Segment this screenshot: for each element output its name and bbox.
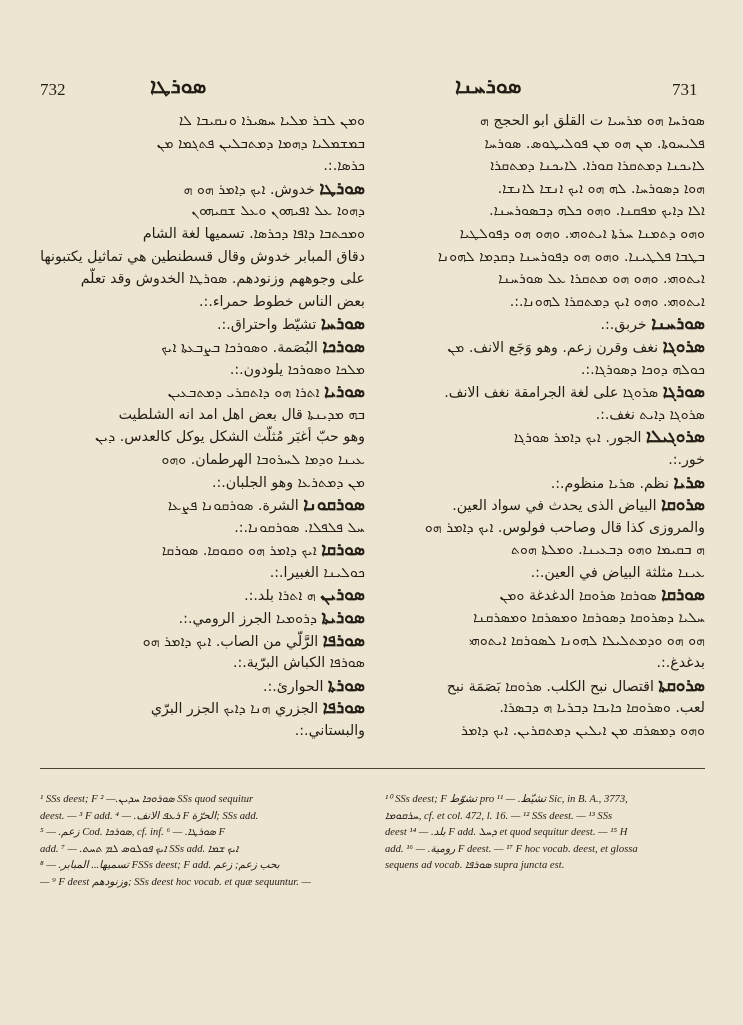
headword: ܣܘܪܛܐ (319, 178, 365, 199)
text-line (40, 652, 365, 675)
entry-line (40, 630, 365, 653)
text-line (40, 562, 365, 585)
headword: ܣܪܝܐ (673, 472, 705, 493)
footnote-line: deest. — ³ F add. ܪܥܦ الانف. — ⁴ F الحرّة; SSs add. (40, 810, 259, 822)
line-text: ܘܡܟܬܒܐ ܕܐܦܐ ܕܟܪܣܐ. تسميها لغة الشام (142, 225, 365, 242)
line-text: ܒܡܫܡܠܝܐ ܕܗܡܐ ܕܡܬܒܠܝܢ ܦܬܓܡܐ ܡܢ (156, 135, 365, 152)
text-line (40, 200, 365, 223)
headword: ܣܪܘܩܬܐ (658, 675, 705, 696)
line-text: بدغدغ.:. (656, 655, 705, 672)
entry-line (380, 494, 705, 517)
footnote-line: زعم. — ⁵ Cod. ܣܘܪܟܐ, cf. inf. ܣܘܪܛܐ. — ⁶ F (40, 827, 226, 839)
headword: ܣܘܪܝܐ (324, 382, 365, 403)
text-line (40, 246, 365, 269)
line-text: ܒܛܒܐ ܦܠܛܝܢܐ. ܘܗܘ ܗܘ ܕܦܘܪܚܢܐ ܕܩܕܡܐ ܠܗܘܢܐ (437, 248, 705, 265)
headword: ܣܘܪܩܐ (321, 540, 365, 561)
footnote-line: add. رومية. — ¹⁶ F deest. — ¹⁷ F hoc vocab. deest, et glossa (385, 843, 638, 855)
line-text: الجزري ܗܢܐ ܕܐܝܟ الجزر البرّي (150, 701, 319, 718)
text-line (380, 268, 705, 291)
line-text: ܗܘܐ ܕܣܘܪܚܐ. ܠܗ ܗܘ ܐܝܟ ܐܢܫܐ ܠܐܢܫܐ. (497, 180, 705, 197)
footnote-line: تسميها... المبابر. — ⁸ FSSs deest; F add. بحب زعم; زعم (40, 860, 280, 872)
entry-line (380, 381, 705, 404)
entry-line (40, 697, 365, 720)
footnote-line: deest بلد. — ¹⁴ F add. ܕܚܠ et quod sequitur deest. — ¹⁵ H (385, 827, 628, 839)
line-text: ܘܗܘ ܕܬܡܢܐ ܚܪܬܐ ܐܝܬܘܗܝ. ܘܗܘ ܗܘ ܕܦܘܠܛܝܐ (459, 225, 705, 242)
headword: ܣܘܪܟܐ (322, 336, 365, 357)
line-text: ܟܘܠܝܢܐ الغبيرا.:. (269, 564, 365, 581)
headword: ܣܘܪܚܐ (320, 314, 365, 335)
entry-line (40, 336, 365, 359)
line-text: ܡܢ ܕܡܬܪܥܐ وهو الجلبان.:. (211, 474, 365, 491)
line-text: ܘܡܢ ܠܒܪ ܡܠܝܐ ܚܣܝܪܐ ܘܢܩܝܒܐ ܠܐ (178, 113, 365, 129)
headword: ܣܪܘܓܝܠܐ (646, 427, 705, 448)
headword: ܣܘܪܦܐ (322, 630, 365, 651)
entry-line (380, 584, 705, 607)
text-line (380, 291, 705, 314)
text-line (380, 178, 705, 201)
line-text: خدوش. ܐܝܟ ܕܐܡܪ ܗܘ ܗ (183, 181, 315, 198)
text-line (40, 268, 365, 291)
line-text: ܗܘ ܗܘ ܘܕܡܬܠܝܠܐ ܠܗܘܢܐ ܠܣܘܪܩܐ ܐܝܬܘܗܝ (468, 632, 705, 649)
line-text: ܣܘܪܩܐ ܣܪܘܩܐ الدغدغة ܘܡܢ (499, 588, 657, 605)
headword: ܣܘܪܬܐ (327, 675, 365, 696)
footnote-line: — ⁹ F deest وزنودهم; SSs deest hoc vocab. et quæ sequuntur. — (40, 876, 311, 888)
footnote-line: ¹⁰ SSs deest; F تشوّط pro تشيّط. — ¹¹ Sic, in B. A., 3773, (385, 794, 628, 805)
text-line (380, 246, 705, 269)
footnote-line: ¹ SSs deest; F ܣܘܪܘܟܐ ܚܕܝܢ.— ² SSs quod sequitur (40, 794, 254, 805)
text-line (40, 110, 365, 133)
line-text: ܦܠܝܚܘܬܐ. ܡܢ ܗܘ ܡܢ ܦܘܠܝܛܘܣ. ܣܘܪܚܐ (484, 135, 705, 152)
line-text: الحوارئ.:. (262, 678, 324, 695)
text-line (380, 517, 705, 540)
text-line (40, 359, 365, 382)
entry-line (380, 675, 705, 698)
right-column-text (380, 110, 705, 750)
line-text: ܚܠ ܦܠܦܠܐ. ܣܘܪܩܘܢܐ.:. (234, 519, 365, 536)
text-line (380, 404, 705, 427)
text-line (40, 426, 365, 449)
left-running-head: ܣܘܪܛܐ (150, 74, 207, 98)
text-line (380, 539, 705, 562)
text-line (380, 155, 705, 178)
headword: ܣܘܪܩܐ (661, 585, 705, 606)
left-column-text (40, 110, 365, 750)
entry-line (40, 675, 365, 698)
text-line (380, 133, 705, 156)
line-text: لعب. ܘܣܪܘܩܐ ܟܐܝܒܐ ܕܒܪܝܐ ܗ ܕܒܣܪܐ. (499, 700, 705, 717)
line-text: ܥܝܢܐ مثلثة البياض في العين.:. (530, 564, 705, 581)
text-line (380, 652, 705, 675)
text-line (380, 223, 705, 246)
line-text: الرَّلّي من الصاب. ܐܝܟ ܕܐܡܪ ܗܘ (142, 633, 319, 650)
text-line (380, 630, 705, 653)
line-text: ܚܠܝܐ ܕܣܪܘܩܐ ܕܣܘܪܩܐ ܘܡܣܪܩܐ ܘܡܣܪܩܢܐ (473, 610, 705, 627)
right-page-number: 731 (672, 80, 698, 99)
entry-line (40, 539, 365, 562)
left-footnotes (40, 792, 360, 892)
footnote-line: sequens ad vocab. ܣܘܪܦܐ supra juncta est. (385, 860, 565, 872)
entry-line (380, 472, 705, 495)
line-text: ܗ ܐܬܪܐ بلد.:. (244, 588, 316, 605)
line-text: ܟܘܠܗ ܕܘܟܐ ܕܣܘܪܓܐ.:. (580, 361, 705, 378)
line-text: ܠܐܝܟܢܐ ܕܡܬܩܪܐ ܩܘܪܐ. ܠܐܝܟܢܐ ܕܡܬܩܪܐ (490, 158, 705, 175)
text-line (380, 607, 705, 630)
line-text: دقاق المبابر خدوش وقال قسطنطين هي تماثيل يكتبونها (40, 248, 365, 265)
line-text: ܣܪܘܓܐ على لغة الجرامقة نغف الانف. (444, 385, 659, 402)
footnote-line: add. ܐܝܟ ܦܘܠܘܣ ܠܡ ܬܚܬ. — ⁷ SSs add. ܐܝܟ ܫܡܐ (40, 843, 239, 855)
line-text: ܕܗܘܐ ܥܠ ܐܦܝܗܘܢ ܘܥܠ ܫܩܝܗܘܢ (191, 203, 365, 220)
line-text: على وجوههم وزنودهم. ܣܘܪܛܐ الخدوش وقد تعلّم (80, 271, 365, 288)
line-text: البُصَمة. ܘܣܘܪܟܐ ܒܨܒܥܬܐ ܐܝܟ (161, 339, 318, 356)
line-text: خربق.:. (600, 317, 647, 334)
headword: ܣܪܘܩܐ (661, 495, 705, 516)
line-text: الشرة. ܣܘܪܩܘܢܐ ܦܨܥܐ (167, 498, 299, 515)
line-text: ܣܘܪܚܐ ܗܘ ܡܪܚܝܐ ت القلق ابو الحجج ܗ (479, 113, 705, 129)
text-line (380, 720, 705, 743)
line-text: ܐܝܬܘܗܝ. ܘܗܘ ܐܝܟ ܕܡܬܩܪܐ ܠܗܘܢܐ.:. (509, 293, 705, 310)
text-line (380, 359, 705, 382)
entry-line (40, 381, 365, 404)
footnote-line: ܚܪܩܘܡܐ, cf. et col. 472, l. 16. — ¹² SSs deest. — ¹³ SSs (385, 810, 613, 822)
line-text: بعض الناس خطوط حمراء.:. (199, 293, 365, 310)
line-text: ܕܪܘܡܝܐ الجرز الرومي.:. (178, 611, 317, 628)
text-line (40, 472, 365, 495)
line-text: والمروزى كذا قال وصاحب فولوس. ܐܝܟ ܕܐܡܪ ܗܘ (424, 519, 705, 536)
headword: ܣܘܪܚܢܐ (651, 314, 705, 335)
entry-line (40, 584, 365, 607)
headword: ܣܘܪܦܐ (322, 698, 365, 719)
entry-line (380, 426, 705, 449)
entry-line (40, 494, 365, 517)
line-text: ܐܬܪܐ ܗܘ ܕܐܬܩܪܝ ܕܡܬܒܥܝܢ (167, 385, 320, 402)
line-text: ܣܘܪܦܐ الكباش البرّية.:. (232, 655, 365, 672)
right-running-head: ܣܘܪܚܢܐ (455, 74, 522, 98)
headword: ܣܘܪܓܐ (662, 382, 705, 403)
entry-line (380, 313, 705, 336)
headword: ܣܘܪܝܬܐ (321, 608, 365, 629)
line-text: ܐܝܬܘܗܝ. ܘܗܘ ܗܘ ܡܬܩܪܐ ܥܠ ܣܘܪܚܢܐ (498, 271, 705, 288)
line-text: وهو حبّ أغبَر مُثلَّث الشكل يوكل كالعدس. ܕܝܢ (95, 429, 365, 446)
text-line (40, 133, 365, 156)
text-line (40, 720, 365, 743)
line-text: الجور. ܐܝܟ ܕܐܡܪ ܣܘܪܓܐ (513, 430, 642, 447)
text-line (380, 562, 705, 585)
text-line (40, 223, 365, 246)
text-line (380, 110, 705, 133)
line-text: نظم. ܣܪܝܐ منظوم.:. (550, 475, 669, 492)
headword: ܣܪܘܓܐ (662, 336, 705, 357)
line-text: ܣܪܘܓܐ ܕܐܝܬ نغف.:. (595, 406, 705, 423)
right-footnotes (385, 792, 705, 875)
entry-line (380, 336, 705, 359)
line-text: ܘܗܘ ܕܡܣܪܩ ܡܢ ܐܝܠܝܢ ܕܡܬܩܪܝܢ. ܐܝܟ ܕܐܡܪ (461, 723, 705, 740)
headword: ܣܘܪܝܢ (320, 585, 365, 606)
line-text: نغف وقرن زعم. وهو وَجَع الانف. ܡܢ (447, 339, 659, 356)
line-text: البياض الذى يحدث في سواد العين. (452, 498, 657, 515)
text-line (380, 449, 705, 472)
text-line (40, 155, 365, 178)
line-text: اقتصال نبح الكلب. ܣܪܘܩܐ بَصَمَة نبح (446, 678, 654, 695)
line-text: ܡܠܟܐ ܘܣܘܪܟܐ يلودون.:. (229, 361, 365, 378)
line-text: ܐܠܐ ܕܐܝܟ ܡܦܩܢܐ. ܘܗܘ ܟܠܗ ܕܒܣܘܪܚܢܐ. (489, 203, 705, 220)
line-text: ܥܝܢܐ ܘܕܡܐ ܠܚܪܘܒܐ الهرطمان. ܘܗܘ (161, 451, 365, 468)
line-text: ܗ ܒܩܝܡܐ ܘܗܘ ܕܒܥܝܢܐ. ܘܡܠܬܐ ܗܘܬ (510, 542, 705, 559)
entry-line (40, 313, 365, 336)
footnote-rule (40, 768, 705, 769)
line-text: ܒܗ ܡܕܝܢܬܐ قال بعض اهل امد انه الشلطيت (118, 406, 365, 423)
line-text: ܐܝܟ ܕܐܡܪ ܗܘ ܘܩܘܩܐ. ܣܘܪܩܐ (161, 543, 317, 560)
text-line (40, 291, 365, 314)
text-line (40, 449, 365, 472)
entry-line (40, 178, 365, 201)
text-line (380, 200, 705, 223)
line-text: ܟܪܣܐ.:. (323, 158, 365, 175)
line-text: تشيّط واحتراق.:. (217, 317, 317, 334)
text-line (40, 517, 365, 540)
line-text: خور.:. (668, 451, 705, 468)
text-line (40, 404, 365, 427)
left-page-number: 732 (40, 80, 66, 99)
text-line (380, 697, 705, 720)
line-text: والبستاني.:. (294, 723, 365, 740)
entry-line (40, 607, 365, 630)
headword: ܣܘܪܩܘܢܐ (303, 495, 365, 516)
